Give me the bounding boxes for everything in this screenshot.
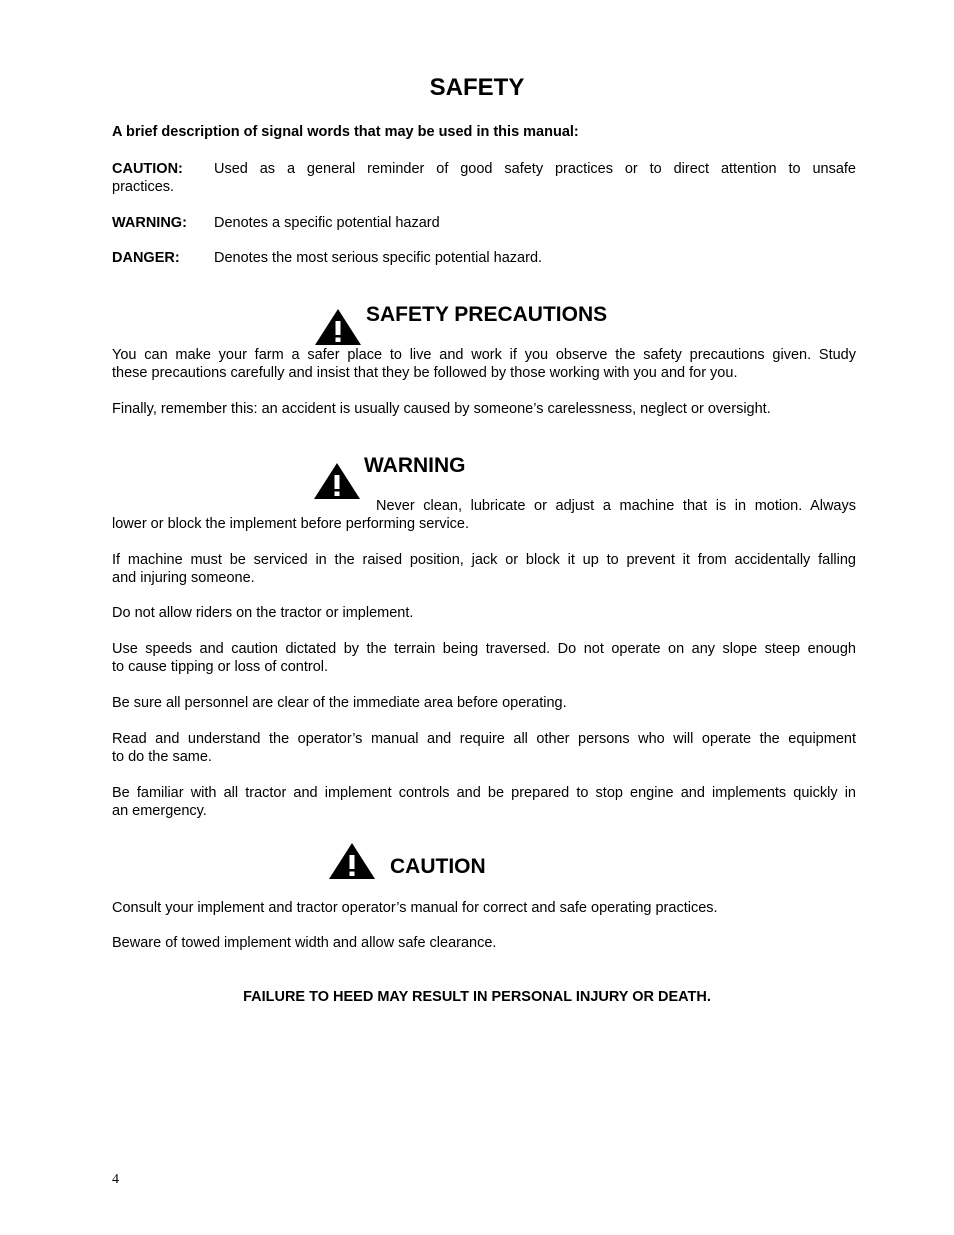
- precautions-para-2: Finally, remember this: an accident is usually caused by someone’s carelessness, neglect or oversight.: [112, 401, 771, 417]
- signal-term-danger: DANGER:: [112, 250, 180, 266]
- warning-item-4: Be sure all personnel are clear of the immediate area before operating.: [112, 695, 567, 711]
- warning-lead-line-2: lower or block the implement before performing service.: [112, 516, 470, 532]
- warning-item-6-line-2: an emergency.: [112, 803, 207, 819]
- warning-item-3-line-1: Use speeds and caution dictated by the terrain being traversed. Do not operate on any slope steep enough: [112, 641, 856, 657]
- caution-item-1: Consult your implement and tractor operator’s manual for correct and safe operating practices.: [112, 900, 718, 916]
- signal-desc-caution-cont: practices.: [112, 179, 175, 195]
- warning-lead-line-1: Never clean, lubricate or adjust a machine that is in motion. Always: [376, 498, 856, 514]
- page-title: SAFETY: [429, 74, 525, 101]
- page-number: 4: [112, 1172, 119, 1187]
- warning-item-1-line-2: and injuring someone.: [112, 570, 255, 586]
- warning-item-2: Do not allow riders on the tractor or implement.: [112, 605, 414, 621]
- warning-heading: WARNING: [364, 454, 466, 477]
- safety-precautions-heading: SAFETY PRECAUTIONS: [366, 303, 608, 326]
- signal-desc-warning: Denotes a specific potential hazard: [214, 215, 440, 231]
- precautions-para-1-line-2: these precautions carefully and insist that they be followed by those working with you and for you.: [112, 365, 738, 381]
- warning-item-3-line-2: to cause tipping or loss of control.: [112, 659, 329, 675]
- precautions-para-1-line-1: You can make your farm a safer place to live and work if you observe the safety precautions given. Study: [112, 347, 856, 363]
- signal-term-warning: WARNING:: [112, 215, 187, 231]
- warning-item-5-line-1: Read and understand the operator’s manual and require all other persons who will operate the equipment: [112, 731, 856, 747]
- warning-triangle-icon: [328, 842, 376, 880]
- caution-item-2: Beware of towed implement width and allow safe clearance.: [112, 935, 497, 951]
- signal-words-intro: A brief description of signal words that may be used in this manual:: [112, 124, 579, 140]
- warning-triangle-icon: [313, 462, 361, 500]
- warning-item-1-line-1: If machine must be serviced in the raised position, jack or block it up to prevent it from accidentally falling: [112, 552, 856, 568]
- warning-triangle-icon: [314, 308, 362, 346]
- final-warning: FAILURE TO HEED MAY RESULT IN PERSONAL INJURY OR DEATH.: [243, 989, 711, 1005]
- signal-term-caution: CAUTION:: [112, 161, 183, 177]
- signal-desc-caution: Used as a general reminder of good safety practices or to direct attention to unsafe: [214, 161, 856, 177]
- warning-item-5-line-2: to do the same.: [112, 749, 212, 765]
- warning-item-6-line-1: Be familiar with all tractor and implement controls and be prepared to stop engine and implements quickly in: [112, 785, 856, 801]
- caution-heading: CAUTION: [390, 855, 486, 878]
- signal-desc-danger: Denotes the most serious specific potential hazard.: [214, 250, 543, 266]
